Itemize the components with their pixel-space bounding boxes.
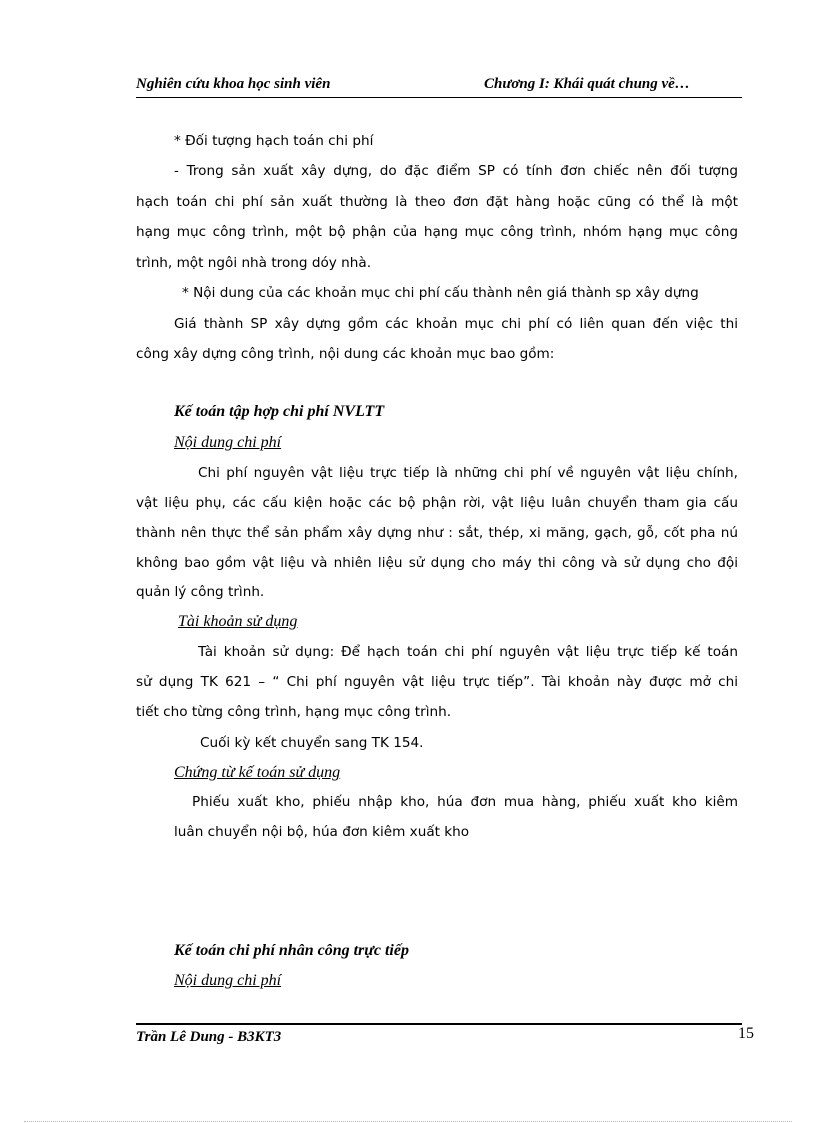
section-heading: Kế toán tập hợp chi phí NVLTT [174,403,385,420]
paragraph-line: không bao gồm vật liệu và nhiên liệu sử dụng cho máy thi công và sử dụng cho đội [136,555,738,571]
subheading: Nội dung chi phí [174,972,282,989]
paragraph-line: công xây dựng công trình, nội dung các khoản mục bao gồm: [136,346,555,362]
paragraph-line: Phiếu xuất kho, phiếu nhập kho, húa đơn mua hàng, phiếu xuất kho kiêm [192,794,738,810]
header-left-title: Nghiên cứu khoa học sinh viên [136,76,331,92]
section-heading: Kế toán chi phí nhân công trực tiếp [174,942,409,959]
paragraph-line: luân chuyển nội bộ, húa đơn kiêm xuất kho [174,824,470,840]
footer-author: Trần Lê Dung - B3KT3 [136,1029,282,1045]
paragraph-line: hạng mục công trình, một bộ phận của hạng mục công trình, nhóm hạng mục công [136,224,738,240]
paragraph-line: tiết cho từng công trình, hạng mục công trình. [136,704,452,720]
paragraph-line: Chi phí nguyên vật liệu trực tiếp là những chi phí về nguyên vật liệu chính, [198,465,738,481]
paragraph-line: Cuối kỳ kết chuyển sang TK 154. [200,735,424,751]
paragraph-line: thành nên thực thể sản phẩm xây dựng như : sắt, thép, xi măng, gạch, gỗ, cốt pha nú [136,525,738,541]
page-edge-divider [24,1121,792,1122]
paragraph-line: hạch toán chi phí sản xuất thường là theo đơn đặt hàng hoặc cũng có thể là một [136,194,738,210]
page-number: 15 [738,1025,754,1042]
header-rule [136,97,742,98]
paragraph-line: Tài khoản sử dụng: Để hạch toán chi phí nguyên vật liệu trực tiếp kế toán [198,644,738,660]
subheading: Nội dung chi phí [174,434,282,451]
subheading: Chứng từ kế toán sử dụng [174,764,341,781]
paragraph-line: * Đối tượng hạch toán chi phí [174,133,374,149]
header-right-title: Chương I: Khái quát chung về… [484,76,690,92]
paragraph-line: trình, một ngôi nhà trong dóy nhà. [136,255,372,271]
paragraph-line: sử dụng TK 621 – “ Chi phí nguyên vật liệu trực tiếp”. Tài khoản này được mở chi [136,674,738,690]
paragraph-line: vật liệu phụ, các cấu kiện hoặc các bộ phận rời, vật liệu luân chuyển tham gia cấu [136,495,738,511]
footer-rule [136,1023,742,1025]
paragraph-line: quản lý công trình. [136,584,265,600]
paragraph-line: - Trong sản xuất xây dựng, do đặc điểm SP có tính đơn chiếc nên đối tượng [174,163,738,179]
paragraph-line: Giá thành SP xây dựng gồm các khoản mục chi phí có liên quan đến việc thi [174,316,738,332]
paragraph-line: * Nội dung của các khoản mục chi phí cấu thành nên giá thành sp xây dựng [182,285,699,301]
subheading: Tài khoản sử dụng [178,613,298,630]
